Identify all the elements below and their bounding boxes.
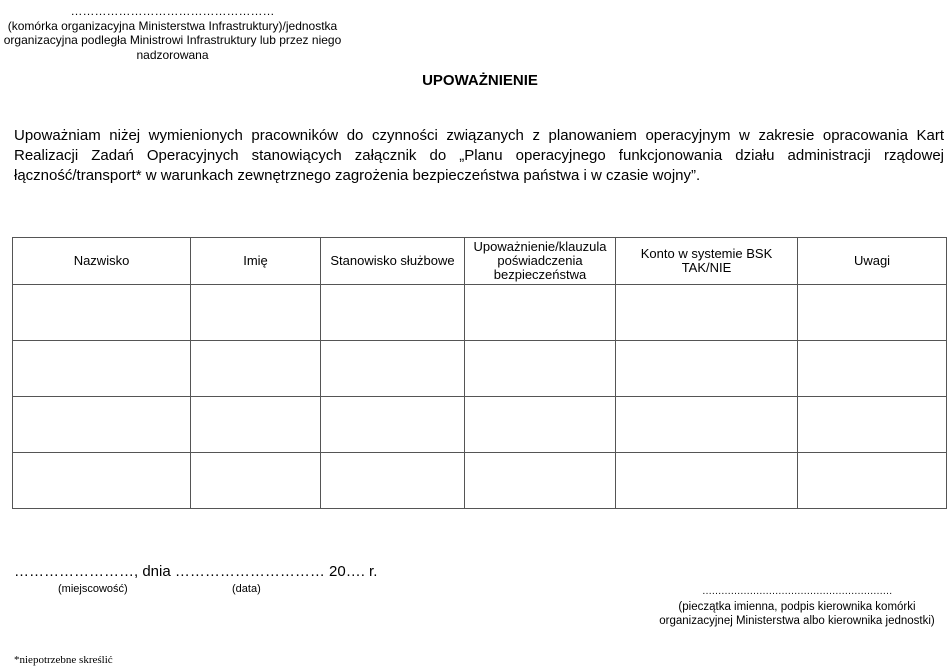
header-upowaznienie-line-2: poświadczenia [497,253,583,268]
signature-caption-line-2: organizacyjnej Ministerstwa albo kierownika jednostki) [659,615,935,627]
table-cell[interactable] [616,453,798,509]
header-upowaznienie-line-1: Upoważnienie/klauzula [473,239,607,254]
place-date-line: ……………………, dnia ………………………… 20…. r. [14,563,378,580]
place-label: (miejscowość) [58,583,128,595]
document-title: UPOWAŻNIENIE [422,72,538,89]
table-cell[interactable] [798,285,947,341]
table-cell[interactable] [13,453,191,509]
organizational-unit-block [0,4,345,62]
table-cell[interactable] [321,397,465,453]
unit-caption-line-1: (komórka organizacyjna Ministerstwa Infrastruktury)/jednostka [7,18,338,33]
table-cell[interactable] [321,285,465,341]
table-cell[interactable] [616,397,798,453]
unit-dotted-line: …………………………………………… [70,4,275,18]
table-cell[interactable] [321,341,465,397]
signature-dotted-line: …………………………………………………… [702,586,892,597]
authorization-text: Upoważniam niżej wymienionych pracowników do czynności związanych z planowaniem operacyjnym w zakresie opracowania Kart Realizacji Zadań Operacyjnych stanowiących załącznik do „Planu operacyjnego funkcjonowania działu administracji rządowej łączność/transport* w warunkach zewnętrznego zagrożenia bezpieczeństwa państwa i w czasie wojny”. [14,127,944,184]
table-cell[interactable] [465,341,616,397]
footnote: *niepotrzebne skreślić [14,654,113,666]
table-cell[interactable] [191,341,321,397]
table-row [13,453,947,509]
header-upowaznienie-line-3: bezpieczeństwa [493,267,587,282]
date-label: (data) [232,583,261,595]
table-cell[interactable] [13,341,191,397]
table-cell[interactable] [465,453,616,509]
table-cell[interactable] [465,397,616,453]
table-cell[interactable] [465,285,616,341]
table-cell[interactable] [616,341,798,397]
header-upowaznienie [465,238,616,285]
table-cell[interactable] [13,285,191,341]
table-row [13,285,947,341]
table-cell[interactable] [321,453,465,509]
table-cell[interactable] [798,341,947,397]
table-cell[interactable] [191,285,321,341]
header-stanowisko: Stanowisko służbowe [321,238,465,285]
table-cell[interactable] [616,285,798,341]
header-konto-line-1: Konto w systemie BSK [640,246,773,261]
table-cell[interactable] [798,453,947,509]
table-cell[interactable] [191,397,321,453]
employees-table [12,237,947,509]
table-cell[interactable] [191,453,321,509]
table-cell[interactable] [13,397,191,453]
header-imie: Imię [191,238,321,285]
signature-block [648,585,946,629]
header-nazwisko: Nazwisko [13,238,191,285]
unit-caption-line-3: nadzorowana [136,47,209,62]
header-konto-line-2: TAK/NIE [681,260,732,275]
header-uwagi: Uwagi [798,238,947,285]
table-row [13,397,947,453]
table-cell[interactable] [798,397,947,453]
unit-caption-line-2: organizacyjna podległa Ministrowi Infrastruktury lub przez niego [3,33,342,47]
signature-caption-line-1: (pieczątka imienna, podpis kierownika komórki [678,600,916,613]
table-row [13,341,947,397]
table-header-row [13,238,947,285]
header-konto [616,238,798,285]
